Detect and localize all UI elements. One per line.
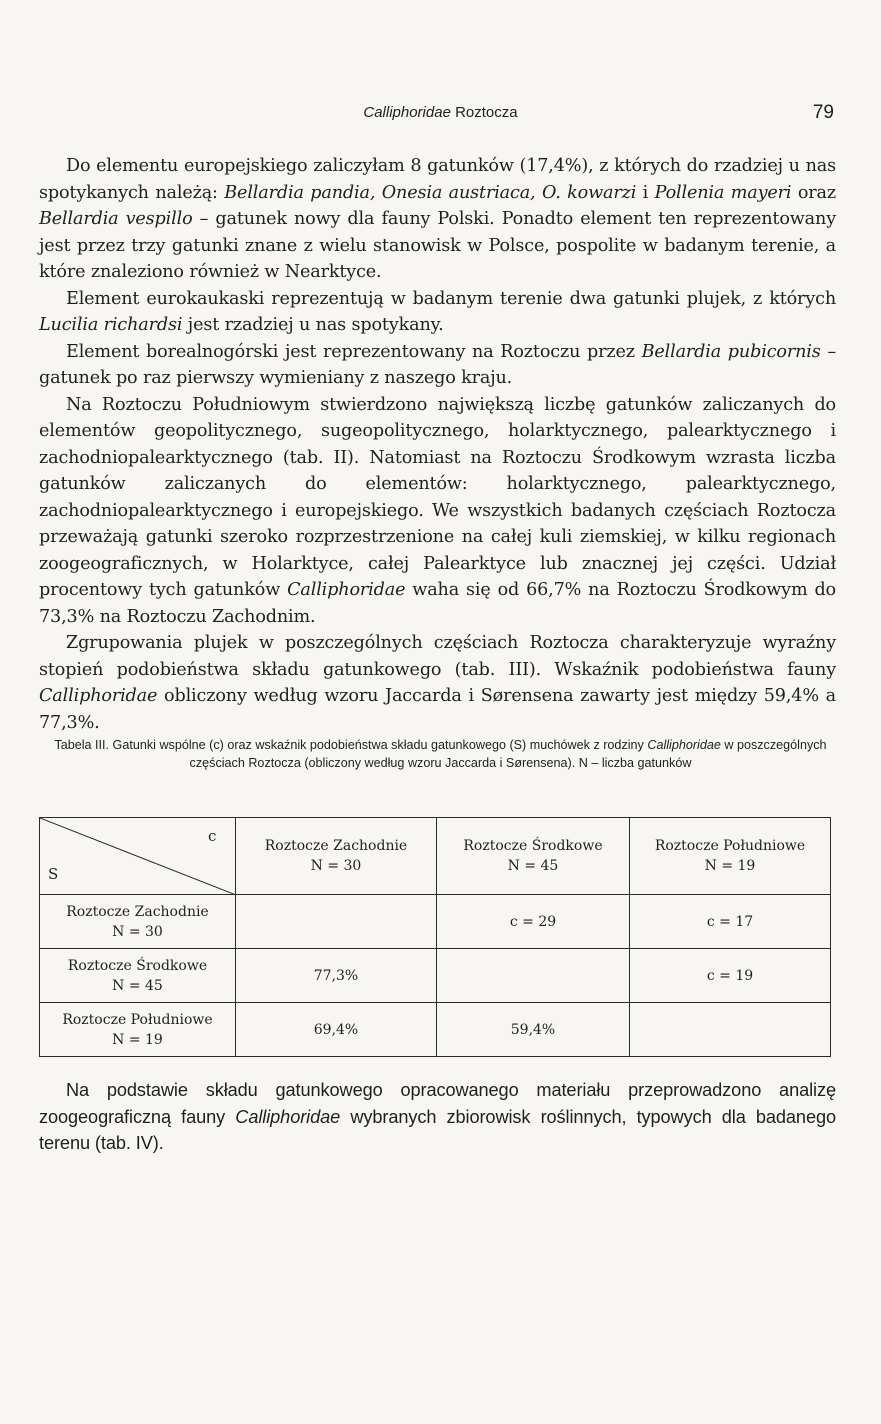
column-n: N = 19 [704,858,756,874]
running-title [0,104,881,121]
table-cell: 77,3% [236,949,437,1003]
text-run: obliczony według wzoru Jaccarda i Sørensena zawarty jest między 59,4% a 77,3%. [39,686,836,733]
table-row [40,949,831,1003]
text-run: i [636,182,655,203]
text-run: Tabela III. Gatunki wspólne (c) oraz wskaźnik podobieństwa składu gatunkowego (S) muchówek z rodziny [54,738,648,752]
text-run: Zgrupowania plujek w poszczególnych częściach Roztocza charakteryzuje wyraźny stopień podobieństwa składu gatunkowego (tab. III). Wskaźnik podobieństwa fauny [39,633,836,680]
row-header [40,895,236,949]
italic-run: Bellardia vespillo [39,209,193,229]
column-header [630,818,831,895]
table-cell: c = 19 [630,949,831,1003]
paragraph [39,153,836,286]
table-caption [50,737,831,772]
table-cell: c = 29 [437,895,630,949]
text-run: Do elementu europejskiego zaliczyłam 8 gatunków (17,4%), z których do rzadziej u nas spotykanych należą: [39,156,836,203]
row-name: Roztocze Środkowe [67,957,208,974]
text-run: waha się od 66,7% na Roztoczu Środkowym do 73,3% na Roztoczu Zachodnim. [39,580,836,627]
row-header [40,1003,236,1057]
italic-run: Calliphoridae [235,1106,341,1127]
italic-run: Calliphoridae [287,580,406,600]
text-run: – gatunek po raz pierwszy wymieniany z naszego kraju. [39,341,836,388]
column-n: N = 45 [507,858,559,874]
column-header [236,818,437,895]
column-name: Roztocze Południowe [654,838,806,854]
table-row [40,895,831,949]
table-corner-cell [40,818,236,895]
text-run: w poszczególnych częściach Roztocza (obliczony według wzoru Jaccarda i Sørensena). N – liczba gatunków [189,738,827,770]
italic-run: Calliphoridae [39,686,158,706]
column-n: N = 30 [310,858,362,874]
text-run: wybranych zbiorowisk roślinnych, typowych dla badanego terenu (tab. IV). [39,1106,836,1153]
text-run: jest rzadziej u nas spotykany. [182,315,444,335]
running-title-rest: Roztocza [450,104,518,121]
table-cell [630,1003,831,1057]
table-cell [236,895,437,949]
row-n: N = 19 [112,1031,163,1048]
italic-run: Lucilia richardsi [39,315,183,335]
italic-run: Calliphoridae [647,738,721,752]
paragraph [39,286,836,339]
corner-label-c: c [208,827,217,845]
italic-run: Bellardia pubicornis [641,341,821,362]
row-name: Roztocze Południowe [62,1011,213,1028]
table-cell: 59,4% [437,1003,630,1057]
text-run: – gatunek nowy dla fauny Polski. Ponadto element ten reprezentowany jest przez trzy gatunki znane z wielu stanowisk w Polsce, pospolite w badanym terenie, a które znaleziono również w Nearktyce. [39,209,836,282]
page-number: 79 [812,102,834,123]
column-header [437,818,630,895]
similarity-table [39,817,831,1057]
italic-run: Bellardia pandia, Onesia austriaca, O. kowarzi [224,182,637,203]
text-run: oraz [791,182,837,203]
table-cell: c = 17 [630,895,831,949]
corner-label-s: S [48,865,59,883]
table-cell [437,949,630,1003]
column-name: Roztocze Środkowe [463,838,603,854]
table-cell: 69,4% [236,1003,437,1057]
running-title-italic: Calliphoridae [363,104,451,121]
italic-run: Pollenia mayeri [654,182,792,203]
row-n: N = 30 [112,923,163,940]
row-n: N = 45 [112,977,163,994]
running-head [0,102,881,126]
body-text [39,153,836,736]
closing-text [39,1077,836,1157]
column-name: Roztocze Zachodnie [264,838,408,854]
paragraph [39,339,836,392]
text-run: Na Roztoczu Południowym stwierdzono największą liczbę gatunków zaliczanych do elementów geopolitycznego, sugeopolitycznego, holarktycznego, palearktycznego i zachodniopalearktycznego (tab. II). Natomiast na Roztoczu Środkowym wzrasta liczba gatunków zaliczanych do elementów: holarktycznego, palearktycznego, zachodniopalearktycznego i europejskiego. We wszystkich badanych częściach Roztocza przeważają gatunki szeroko rozprzestrzenione na całej kuli ziemskiej, w kilku regionach zoogeograficznych, w Holarktyce, całej Palearktyce lub znacznej jej części. Udział procentowy tych gatunków [39,394,836,600]
table-row [40,1003,831,1057]
text-run: Element borealnogórski jest reprezentowany na Roztoczu przez [66,341,642,362]
row-name: Roztocze Zachodnie [66,903,209,920]
table-header-row [40,818,831,895]
paragraph [39,392,836,631]
text-run: Element eurokaukaski reprezentują w badanym terenie dwa gatunki plujek, z których [66,288,836,309]
paragraph [39,1077,836,1157]
diagonal-divider [40,818,236,895]
row-header [40,949,236,1003]
paragraph [39,630,836,736]
text-run: Na podstawie składu gatunkowego opracowanego materiału przeprowadzono analizę zoogeograficzną fauny [39,1080,836,1127]
